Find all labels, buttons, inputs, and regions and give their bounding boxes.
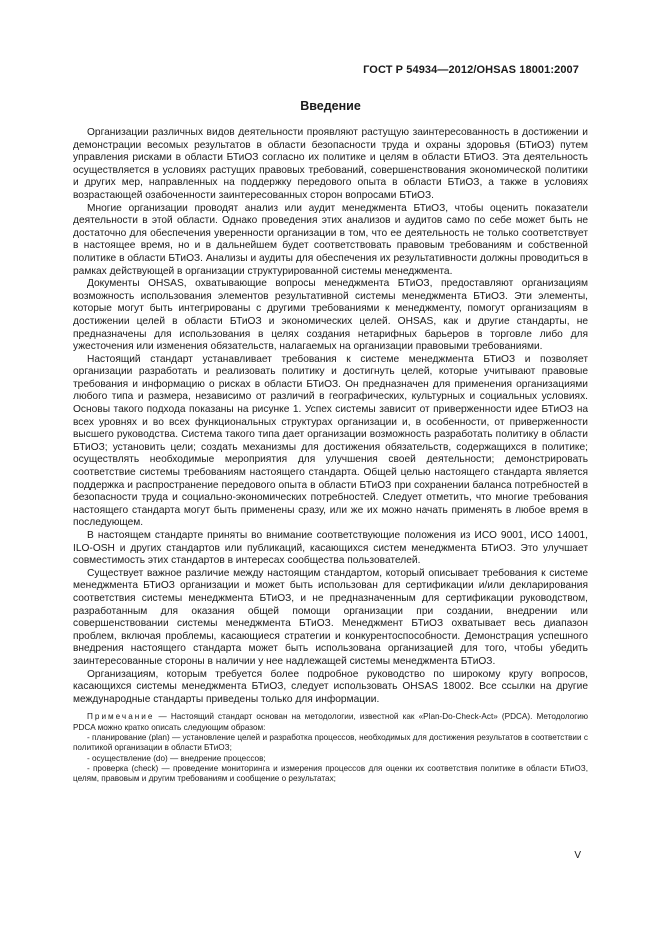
page-number: V <box>574 850 581 861</box>
paragraph: Многие организации проводят анализ или аудит менеджмента БТиОЗ, чтобы оценить показатели деятельности в этой области. Однако проведения этих анализов и аудитов само по себе может быть не достаточно для обеспечения уверенности организации в том, что ее деятельность не только соответствует в настоящее время, но и в дальнейшем будет соответствовать правовым требованиям и собственной политике в области БТиОЗ. Анализы и аудиты для обеспечения их результативности должны проводиться в рамках действующей в организации структурированной системы менеджмента. <box>73 202 588 277</box>
section-title: Введение <box>300 99 361 113</box>
note-item: - планирование (plan) — установление целей и разработка процессов, необходимых для достижения результатов в соответствии с политикой организации в области БТиОЗ; <box>73 732 588 753</box>
paragraph: Организации различных видов деятельности проявляют растущую заинтересованность в достижении и демонстрации весомых результатов в области безопасности труда и охраны здоровья (БТиОЗ) путем управления рисками в области БТиОЗ согласно их политике и целям в области БТиОЗ. Эта деятельность осуществляется в условиях растущих правовых требований, совершенствования экономической политики и других мер, направленных на поддержку передового опыта в области БТиОЗ, а также в условиях возрастающей озабоченности заинтересованных сторон вопросами БТиОЗ. <box>73 127 588 201</box>
paragraph: Документы OHSAS, охватывающие вопросы менеджмента БТиОЗ, предоставляют организациям возможность использования элементов результативной системы менеджмента БТиОЗ. Эти элементы, которые могут быть интегрированы с другими требованиями к менеджменту, помогут организациям в достижении целей в области БТиОЗ и экономических целей. OHSAS, как и другие стандарты, не предназначены для использования в целях создания нетарифных барьеров в торговле либо для ужесточения или изменения обязательств, налагаемых на организации правовыми требованиями. <box>73 278 588 353</box>
paragraph: Организациям, которым требуется более подробное руководство по широкому кругу вопросов, касающихся системы менеджмента БТиОЗ, следует использовать OHSAS 18002. Все ссылки на другие международные стандарты приведены только для информации. <box>73 668 588 705</box>
note-item: - осуществление (do) — внедрение процессов; <box>87 753 266 763</box>
paragraph: Настоящий стандарт устанавливает требования к системе менеджмента БТиОЗ и позволяет организации разработать и реализовать политику и достигнуть целей, которые учитывают правовые требования и информацию о рисках в области БТиОЗ. Он предназначен для применения организациями любого типа и размера, независимо от различий в географических, культурных и социальных условиях. Основы такого подхода показаны на рисунке 1. Успех системы зависит от приверженности идее БТиОЗ на всех уровнях и во всех функциональных структурах организации и, в особенности, от приверженности высшего руководства. Система такого типа дает организации возможность разработать политику в области БТиОЗ; установить цели; создать механизмы для достижения обязательств, содержащихся в политике; осуществлять необходимые мероприятия для улучшения своей деятельности; демонстрировать соответствие системы требованиям настоящего стандарта. Общей целью настоящего стандарта является поддержка и распространение передового опыта в области БТиОЗ при сохранении баланса потребностей в безопасности труда и социально-экономических потребностей. Следует отметить, что многие требования настоящего стандарта могут быть применены сразу, или же их можно начать применять в любое время в последующем. <box>73 353 588 529</box>
note-block <box>73 712 588 784</box>
paragraph: В настоящем стандарте приняты во внимание соответствующие положения из ИСО 9001, ИСО 14001, ILO-OSH и других стандартов или публикаций, касающихся систем менеджмента БТиОЗ. Это улучшает совместимость этих стандартов в интересах сообщества пользователей. <box>73 530 588 567</box>
note-intro <box>73 712 588 733</box>
paragraph: Существует важное различие между настоящим стандартом, который описывает требования к системе менеджмента БТиОЗ организации и может быть использован для сертификации и/или декларирования соответствия системы менеджмента БТиОЗ, и не предназначенным для сертификации руководством, разработанным для оказания общей помощи организации при создании, внедрении или совершенствовании системы менеджмента БТиОЗ. Менеджмент БТиОЗ охватывает весь диапазон проблем, включая проблемы, касающиеся стратегии и конкурентоспособности. Демонстрация успешного внедрения настоящего стандарта может быть использована организацией для того, чтобы убедить заинтересованные стороны в наличии у нее надлежащей системы менеджмента БТиОЗ. <box>73 567 588 667</box>
note-item: - проверка (check) — проведение мониторинга и измерения процессов для оценки их соответствия политике в области БТиОЗ, целям, правовым и другим требованиям и сообщение о результатах; <box>73 763 588 784</box>
note-intro-text: — Настоящий стандарт основан на методологии, известной как «Plan-Do-Check-Act» (PDCA). Методологию PDCA можно кратко описать следующим образом: <box>73 712 588 732</box>
standard-code: ГОСТ Р 54934—2012/OHSAS 18001:2007 <box>363 64 579 76</box>
note-label: Примечание <box>87 712 155 722</box>
document-body <box>73 127 588 784</box>
